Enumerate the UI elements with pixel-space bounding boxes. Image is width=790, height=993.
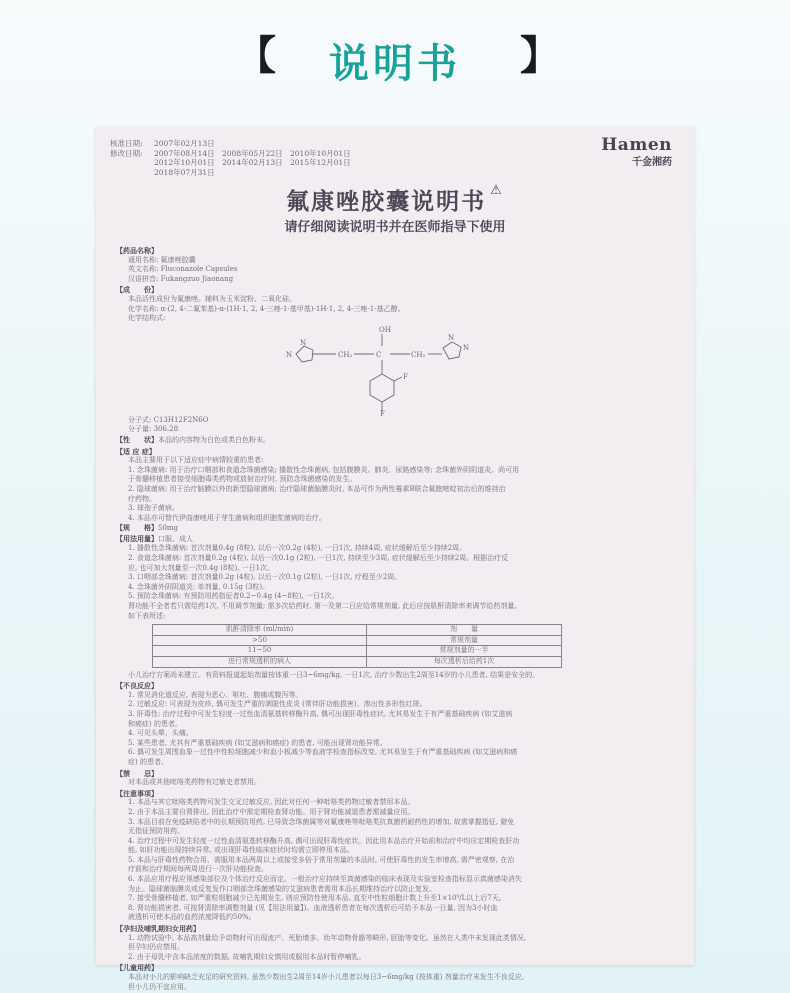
text-line: 1. 念珠菌病: 用于治疗口咽部和食道念珠菌感染; 播散性念珠菌病, 包括腹膜炎、肺炎、尿路感染等; 念珠菌外阴阴道炎。尚可用 (128, 465, 520, 474)
section-heading: 【儿童用药】 (116, 963, 158, 973)
page-header (0, 28, 790, 98)
text-line: 2. 食道念珠菌病: 首次剂量0.2g (4粒), 以后一次0.1g (2粒), 一日1次, 持续至少3周, 症状缓解后至少持续2周。根据治疗反 (128, 554, 509, 563)
text-line: 应, 也可加大剂量至一次0.4g (8粒), 一日1次。 (128, 563, 275, 572)
right-bracket: 】 (520, 33, 560, 79)
dosage-table (152, 624, 562, 667)
warning-icon: ⚠ (490, 183, 504, 198)
brand-name: Hamen (601, 135, 672, 155)
text-line: 为止。隐球菌脑膜炎或反复发作口咽部念珠菌感染的艾滋病患者需用本品长期维持治疗以防止复发。 (128, 884, 436, 893)
text-line: 1. 本品与其它吡咯类药物可发生交叉过敏反应, 因此对任何一种吡咯类药物过敏者禁用本品。 (128, 798, 415, 807)
triazole-ring-right (443, 342, 461, 359)
text-line: 本品活性成份为氟康唑。辅料为玉米淀粉、二氧化硅。 (128, 294, 296, 303)
text-line: 本品主要用于以下适应症中病情较重的患者: (128, 456, 264, 465)
text-line: 2. 过敏反应: 可表现为皮疹, 偶可发生严重的剥脱性皮炎 (常伴肝功能损害)、渗出性多形性红斑。 (128, 700, 427, 709)
text-line: 但孕妇仍应禁用。 (128, 943, 184, 952)
text-line: 2. 由于本品主要自肾排出, 因此治疗中需定期检查肾功能。用于肾功能减退患者需减量应用。 (128, 807, 415, 816)
text-line: 50mg (158, 524, 179, 533)
text-line: 4. 念珠菌外阴阴道炎: 单剂量, 0.15g (3粒)。 (128, 582, 270, 591)
date-value: 2015年12月01日 (290, 158, 351, 167)
text-line: 1. 常见消化道反应, 表现为恶心、呕吐、腹痛或腹泻等。 (128, 690, 303, 699)
table-row (153, 646, 562, 657)
date-value: 2012年10月01日 (154, 158, 215, 167)
table-cell: 常规剂量的一半 (367, 646, 562, 657)
text-line: 2. 由于母乳中含本品浓度的数据, 故哺乳期妇女慎用或服用本品时暂停哺乳。 (128, 952, 366, 961)
section-heading: 【不良反应】 (116, 681, 158, 691)
text-line: 7. 接受骨髓移植者, 如严重粒细胞减少已先期发生, 则应预防性使用本品, 直至中性粒细胞计数上升至1×10⁹/L以上后7天。 (128, 894, 506, 903)
date-label: 核准日期: (110, 139, 143, 148)
date-value: 2014年02月13日 (222, 158, 283, 167)
svg-text:N: N (448, 333, 455, 342)
text-line: 英文名称: Fluconazole Capsules (128, 265, 238, 274)
text-line: 4. 本品亦可替代伊曲康唑用于芽生菌病和组织胞浆菌病的治疗。 (128, 513, 326, 522)
text-line: 小儿治疗方案尚未建立。有资料报道起始剂量按体重一日3~6mg/kg, 一日1次, 治疗少数出生2周至14岁的小儿患者, 结果是安全的。 (128, 670, 540, 679)
text-line: 6. 偶可发生周围血象一过性中性粒细胞减少和血小板减少等血液学检查指标改变, 尤其易发生于有严重基础疾病 (如艾滋病和癌 (128, 748, 518, 757)
section-heading: 【药品名称】 (116, 246, 158, 255)
svg-text:N: N (463, 343, 470, 352)
table-header: 剂 量 (367, 625, 562, 636)
text-line: 疗药物。 (128, 494, 156, 503)
text-line: 本品的内容物为白色或类白色粉末。 (158, 435, 270, 444)
molecular-formula: 分子式: C13H12F2N6O (128, 415, 209, 424)
date-label: 修改日期: (110, 148, 143, 158)
date-row (110, 168, 358, 178)
text-line: 汉语拼音: Fukangzuo Jiaonang (128, 274, 234, 283)
text-line: 8. 肾功能损害者, 可按肾清除率调整剂量 (见【用法用量】)。血液透析患者在每次透析后可给予本品一日量, 因为3小时血 (128, 903, 498, 912)
text-line: 如下表所述: (128, 611, 166, 620)
approval-dates (110, 139, 358, 177)
text-line: 3. 本品目前在免疫缺陷者中的长期预防用药, 已导致念珠菌属等对氟康唑等吡咯类抗真菌药耐药性的增加, 故需掌握指征, 避免 (128, 817, 515, 826)
text-line: 肾功能不全者若只需给药1次, 不用调节剂量; 需多次给药时, 第一及第二日应给常规剂量, 此后应按肌酐清除率来调节给药剂量, (128, 602, 517, 611)
text-line: 对本品或其他吡咯类药物有过敏史者禁用。 (128, 778, 261, 787)
date-value: 2007年02月13日 (154, 139, 215, 148)
benzene-ring (370, 374, 394, 402)
triazole-ring-left (296, 346, 313, 362)
table-row (153, 635, 562, 646)
svg-text:N: N (286, 350, 293, 359)
date-value: 2008年05月22日 (222, 148, 283, 158)
text-line: 5. 预防念珠菌病: 有预防用药指征者0.2~0.4g (4~8粒), 一日1次。 (128, 592, 339, 601)
svg-text:F: F (380, 409, 385, 418)
text-line: 5. 本品与肝毒性药物合用、需服用本品两周以上或接受多倍于常用剂量的本品时, 可使肝毒性的发生率增高, 需严密观察, 在治 (128, 855, 515, 864)
text-line: 4. 治疗过程中可发生轻度一过性血清氨基转移酶升高, 偶可出现肝毒性症状。因此用本品治疗开始前和治疗中均应定期检查肝功 (128, 836, 520, 845)
left-bracket: 【 (236, 33, 276, 79)
text-line: 通用名称: 氟康唑胶囊 (128, 255, 196, 264)
svg-text:CH₂: CH₂ (338, 350, 353, 359)
section-heading: 【孕妇及哺乳期妇女用药】 (116, 924, 200, 934)
section-heading: 【规 格】 (116, 523, 158, 533)
table-cell: 每次透析后给药1次 (367, 657, 562, 668)
text-line: 但小儿仍不宜应用。 (128, 982, 191, 991)
table-header: 肌酐清除率 (ml/min) (153, 625, 367, 636)
table-cell: 11~50 (153, 646, 367, 657)
svg-text:CH₂: CH₂ (411, 350, 426, 359)
section-heading: 【禁 忌】 (116, 768, 158, 778)
section-heading: 【注意事项】 (116, 788, 158, 798)
text-line: 液透析可使本品的血药浓度降低约50%。 (128, 913, 256, 922)
svg-text:N: N (300, 338, 307, 347)
molecular-weight: 分子量: 306.28 (128, 425, 179, 434)
text-line: 1. 播散性念珠菌病: 首次剂量0.4g (8粒), 以后一次0.2g (4粒), 一日1次, 持续4周, 症状缓解后至少持续2周。 (128, 544, 467, 553)
table-row (153, 657, 562, 668)
date-value: 2007年08月14日 (154, 148, 215, 158)
table-cell: >50 (153, 635, 367, 646)
section-heading: 【适 应 症】 (116, 446, 156, 456)
table-cell: 常规剂量 (367, 635, 562, 646)
brand-logo (601, 135, 672, 168)
text-line: 3. 肝毒性: 治疗过程中可发生轻度一过性血清氨基转移酶升高, 偶可出现肝毒性症状, 尤其易发生于有严重基础疾病 (如艾滋病 (128, 709, 513, 718)
text-line: 1. 动物试验中, 本品高剂量给予动物时可出现流产、死胎增多、幼年动物骨骼等畸形, 胚胎等变化。虽然在人类中未发现此类情况, (128, 933, 527, 942)
text-line: 无指征预防用药。 (128, 827, 184, 836)
text-line: 症) 的患者。 (128, 757, 168, 766)
date-value: 2018年07月31日 (154, 167, 215, 177)
page-title: 说明书 (329, 41, 461, 87)
date-row (110, 139, 358, 149)
text-line: 化学名称: α-(2, 4-二氟苯基)-α-(1H-1, 2, 4-三唑-1-基甲基)-1H-1, 2, 4-三唑-1-基乙醇。 (128, 304, 405, 313)
text-line: 2. 隐球菌病: 用于治疗脑膜以外的新型隐球菌病; 治疗隐球菌脑膜炎时, 本品可作为两性霉素B联合氟胞嘧啶初治后的维持治 (128, 484, 506, 493)
text-line: 本品对小儿的影响缺乏充足的研究资料, 虽然少数出生2周至14岁小儿患者以每日3~6mg/kg (按体重) 剂量治疗未发生不良反应, (128, 973, 524, 981)
text-line: 4. 可见头晕、头痛。 (128, 729, 193, 738)
brand-subtitle: 千金湘药 (632, 157, 672, 168)
text-line: 能, 如肝功能出现持续异常, 或出现肝毒性临床症状时均需立即停用本品。 (128, 846, 354, 855)
text-line: 3. 球孢子菌病。 (128, 504, 179, 513)
text-line: 和癌症) 的患者。 (128, 719, 182, 728)
instruction-leaflet (96, 127, 694, 991)
text-line: 化学结构式: (128, 314, 166, 323)
text-line: 于骨髓移植患者接受细胞毒类药物或放射治疗时, 预防念珠菌感染的发生。 (128, 475, 357, 484)
table-header-row (153, 625, 562, 636)
date-value: 2010年10月01日 (290, 148, 351, 158)
section-heading: 【性 状】 (116, 434, 158, 444)
structure-drawing (286, 324, 506, 416)
text-line: 5. 某些患者, 尤其有严重基础疾病 (如艾滋病和癌症) 的患者, 可能出现肾功能异常。 (128, 738, 387, 747)
text-line: 口服。成人 (158, 534, 193, 543)
leaflet-body (116, 245, 681, 992)
text-line: 疗前和治疗期间每两周进行一次肝功能检查。 (128, 865, 268, 874)
table-cell: 进行常规透析的病人 (153, 657, 367, 668)
svg-text:OH: OH (379, 325, 391, 334)
section-heading: 【成 份】 (116, 285, 158, 295)
leaflet-subtitle: 请仔细阅读说明书并在医师指导下使用 (284, 220, 506, 235)
text-line: 3. 口咽部念珠菌病: 首次剂量0.2g (4粒), 以后一次0.1g (2粒), 一日1次, 疗程至少2周。 (128, 573, 402, 582)
leaflet-title-text: 氟康唑胶囊说明书 (286, 189, 487, 215)
svg-text:F: F (403, 372, 408, 381)
date-row (110, 158, 358, 168)
section-heading: 【用法用量】 (116, 533, 158, 543)
chemical-structure (286, 324, 681, 416)
svg-text:C: C (376, 350, 382, 359)
text-line: 6. 本品应用疗程应视感染部位及个体治疗反应而定。一般治疗应持续至真菌感染的临床表现及实验室检查指标显示真菌感染消失 (128, 875, 522, 884)
date-row (110, 149, 358, 159)
leaflet-title (96, 183, 694, 216)
